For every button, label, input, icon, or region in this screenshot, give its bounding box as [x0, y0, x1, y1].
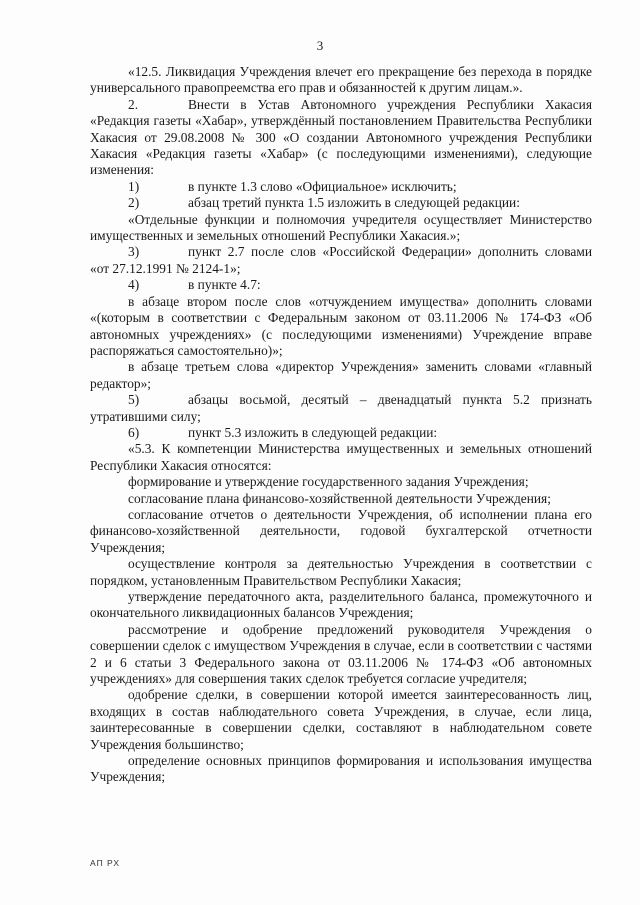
numbered-paragraph — [90, 277, 592, 293]
item-number: 1) — [128, 178, 140, 194]
paragraph-text: в абзаце втором после слов «отчуждением имущества» дополнить словами «(которым в соответствии с Федеральным законом от 03.11.2006 № 174-ФЗ «Об автономных учреждениях» (с последующими изменениями) Учреждение вправе распоряжаться самостоятельно)»; — [90, 293, 592, 358]
paragraph-text: одобрение сделки, в совершении которой имеется заинтересованность лиц, входящих в состав наблюдательного совета Учреждения, в случае, если лица, заинтересованные в совершении сделки, составляют в наблюдательном совете Учреждения большинство; — [90, 687, 592, 752]
paragraph-text: Внести в Устав Автономного учреждения Республики Хакасия «Редакция газеты «Хабар», утверждённый постановлением Правительства Республики Хакасия от 29.08.2008 № 300 «О создании Автономного учреждения Республики Хакасия «Редакция газеты «Хабар» (с последующими изменениями), следующие изменения: — [90, 96, 592, 178]
paragraph — [90, 474, 592, 490]
item-number: 4) — [128, 277, 140, 293]
paragraph-text: согласование плана финансово-хозяйственной деятельности Учреждения; — [128, 490, 551, 506]
document-body — [90, 64, 592, 786]
paragraph-text: рассмотрение и одобрение предложений руководителя Учреждения о совершении сделок с имуществом Учреждения в случае, если в соответствии с частями 2 и 6 статьи 3 Федерального закона от 03.11.2006 № 174-ФЗ «Об автономных учреждениях» для совершения таких сделок требуется согласие учредителя; — [90, 621, 592, 687]
numbered-paragraph — [90, 244, 592, 277]
paragraph — [90, 441, 592, 474]
numbered-paragraph — [90, 97, 592, 179]
item-number: 6) — [128, 424, 140, 440]
item-number: 2. — [128, 96, 139, 112]
item-number: 5) — [128, 392, 140, 408]
paragraph-text: в пункте 1.3 слово «Официальное» исключить; — [188, 178, 457, 194]
paragraph — [90, 294, 592, 360]
paragraph — [90, 212, 592, 245]
paragraph-text: осуществление контроля за деятельностью Учреждения в соответствии с порядком, установленным Правительством Республики Хакасия; — [90, 556, 592, 588]
paragraph-text: пункт 5.3 изложить в следующей редакции: — [188, 424, 438, 440]
paragraph-text: абзац третий пункта 1.5 изложить в следующей редакции: — [188, 195, 520, 211]
paragraph-text: пункт 2.7 после слов «Российской Федерации» дополнить словами «от 27.12.1991 № 2124-1»; — [90, 244, 592, 276]
paragraph — [90, 507, 592, 556]
paragraph — [90, 753, 592, 786]
paragraph-text: «12.5. Ликвидация Учреждения влечет его прекращение без перехода в порядке универсального правопреемства его прав и обязанностей к другим лицам.». — [90, 64, 592, 96]
paragraph-text: согласование отчетов о деятельности Учреждения, об исполнении плана его финансово-хозяйственной деятельности, годовой бухгалтерской отчетности Учреждения; — [90, 506, 592, 555]
paragraph-text: «5.3. К компетенции Министерства имущественных и земельных отношений Республики Хакасия относятся: — [90, 441, 592, 473]
numbered-paragraph — [90, 179, 592, 195]
paragraph-text: абзацы восьмой, десятый – двенадцатый пункта 5.2 признать утратившими силу; — [90, 392, 592, 424]
paragraph-text: формирование и утверждение государственного задания Учреждения; — [128, 474, 529, 490]
paragraph — [90, 687, 592, 753]
paragraph-text: утверждение передаточного акта, разделительного баланса, промежуточного и окончательного ликвидационных балансов Учреждения; — [90, 589, 592, 621]
paragraph — [90, 359, 592, 392]
paragraph-text: определение основных принципов формирования и использования имущества Учреждения; — [90, 753, 592, 785]
paragraph-text: в абзаце третьем слова «директор Учреждения» заменить словами «главный редактор»; — [90, 359, 592, 391]
numbered-paragraph — [90, 425, 592, 441]
paragraph — [90, 491, 592, 507]
numbered-paragraph — [90, 392, 592, 425]
paragraph-text: в пункте 4.7: — [188, 277, 261, 293]
page-number: 3 — [316, 38, 324, 53]
footer-mark: АП РХ — [90, 858, 121, 868]
paragraph — [90, 64, 592, 97]
paragraph — [90, 556, 592, 589]
item-number: 3) — [128, 244, 140, 260]
numbered-paragraph — [90, 195, 592, 211]
paragraph — [90, 589, 592, 622]
item-number: 2) — [128, 195, 140, 211]
paragraph-text: «Отдельные функции и полномочия учредителя осуществляет Министерство имущественных и земельных отношений Республики Хакасия.»; — [90, 211, 592, 244]
paragraph — [90, 622, 592, 688]
